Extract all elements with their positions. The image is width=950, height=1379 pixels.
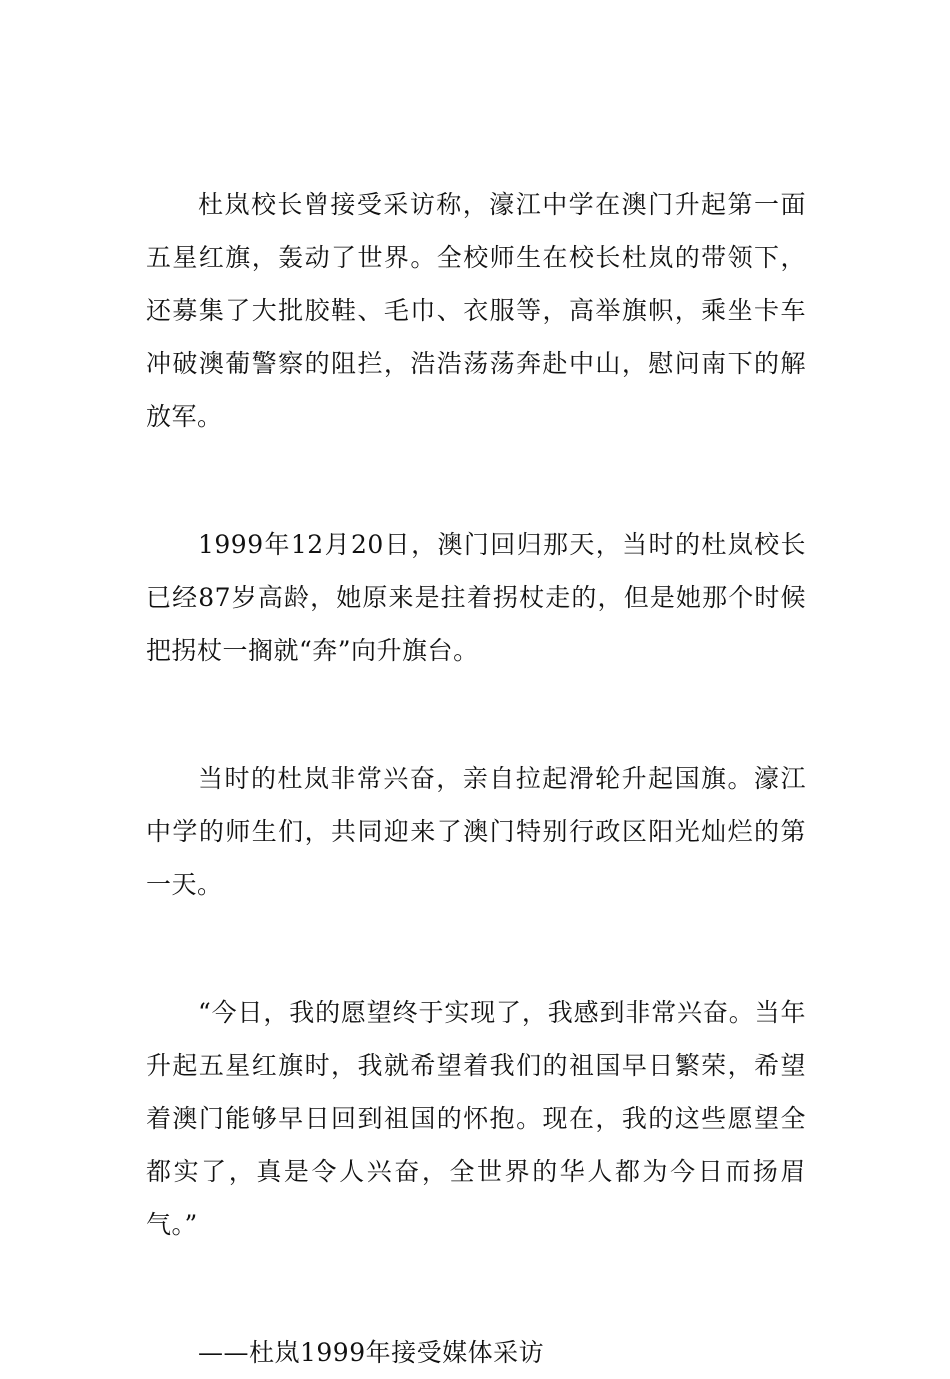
quote-attribution: ——杜岚1999年接受媒体采访 (198, 1338, 545, 1367)
paragraph-handover-day: 1999年12月20日，澳门回归那天，当时的杜岚校长已经87岁高龄，她原来是拄着拐杖走的，但是她那个时候把拐杖一搁就“奔”向升旗台。 (146, 530, 806, 665)
paragraph-quote: “今日，我的愿望终于实现了，我感到非常兴奋。当年升起五星红旗时，我就希望着我们的祖国早日繁荣，希望着澳门能够早日回到祖国的怀抱。现在，我的这些愿望全都实了，真是令人兴奋，全世界的华人都为今日而扬眉气。” (146, 998, 806, 1239)
document-page (146, 178, 806, 1379)
paragraph-flag-raising: 当时的杜岚非常兴奋，亲自拉起滑轮升起国旗。濠江中学的师生们，共同迎来了澳门特别行政区阳光灿烂的第一天。 (146, 764, 806, 899)
paragraph-interview: 杜岚校长曾接受采访称，濠江中学在澳门升起第一面五星红旗，轰动了世界。全校师生在校长杜岚的带领下，还募集了大批胶鞋、毛巾、衣服等，高举旗帜，乘坐卡车冲破澳葡警察的阻拦，浩浩荡荡奔赴中山，慰问南下的解放军。 (146, 190, 806, 431)
